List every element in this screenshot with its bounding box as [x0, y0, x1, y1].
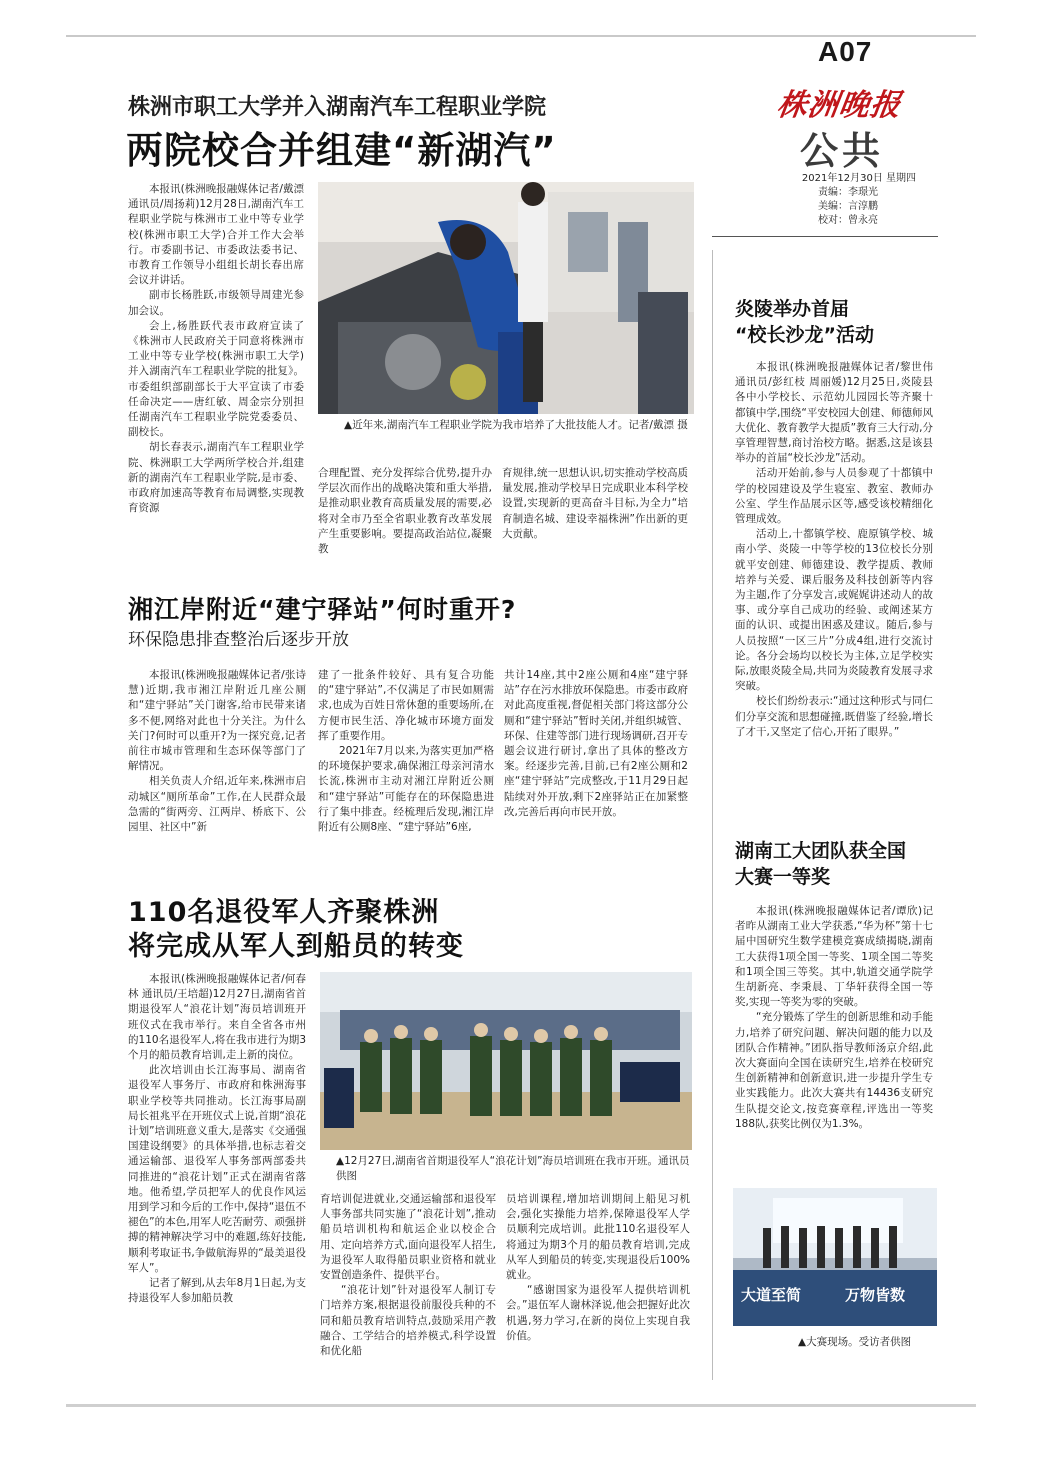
- article2-para: 相关负责人介绍,近年来,株洲市启动城区“厕所革命”工作,在人民群众最急需的“街两旁、江两岸、桥底下、公园里、社区中”新: [128, 775, 306, 834]
- side2-para: 本报讯(株洲晚报融媒体记者/谭欣)记者昨从湖南工业大学获悉,“华为杯”第十七届中国研究生数学建模竞赛成绩揭晓,湖南工大获得1项全国一等奖、1项全国二等奖和1项全国三等奖。其中,轨道交通学院学生胡新亮、李秉晨、丁华轩获得全国一等奖,实现一等奖为零的突破。: [735, 905, 933, 1009]
- section-title: 公共: [800, 128, 885, 173]
- article3-para: 本报讯(株洲晚报融媒体记者/何春林 通讯员/王培超)12月27日,湖南省首期退役军人“浪花计划”海员培训班开班仪式在我市举行。来自全省各市州的110名退役军人,将在我市进行为期3个月的船员教育培训,走上新的岗位。: [128, 973, 306, 1062]
- column-divider: [712, 250, 713, 1380]
- article1-subtitle: 株洲市职工大学并入湖南汽车工程职业学院: [128, 95, 547, 120]
- masthead-rule: [712, 236, 938, 237]
- article1-para: 育规律,统一思想认识,切实推动学校高质量发展,推动学校早日完成职业本科学校设置,实现新的更高奋斗目标,为全力“培育制造名城、建设幸福株洲”作出新的更大贡献。: [502, 467, 688, 540]
- side1-para: 活动开始前,参与人员参观了十都镇中学的校园建设及学生寝室、教室、教师办公室、学生作品展示区等,感受该校精细化管理成效。: [735, 467, 933, 526]
- article1-para: 会上,杨胜跃代表市政府宣读了《株洲市人民政府关于同意将株洲市工业中等专业学校(株洲市职工大学)并入湖南汽车工程职业学院的批复》。市委组织部副部长于大平宣读了市委任命决定——唐红敏、周金宗分别担任湖南汽车工程职业学院党委委员、副校长。: [128, 319, 304, 439]
- article2-para: 共计14座,其中2座公厕和4座“建宁驿站”存在污水排放环保隐患。市委市政府对此高度重视,督促相关部门将这部分公厕和“建宁驿站”暂时关闭,并组织城管、环保、住建等部门进行现场调研,召开专题会议进行研讨,拿出了具体的整改方案。经逐步完善,目前,已有2座公厕和2座“建宁驿站”完成整改,于11月29日起陆续对外开放,剩下2座驿站正在加紧整改,完善后再向市民开放。: [504, 669, 688, 818]
- side1-para: 本报讯(株洲晚报融媒体记者/黎世伟 通讯员/彭红枝 周丽媛)12月25日,炎陵县各中小学校长、示范幼儿园园长等齐聚十都镇中学,围绕“平安校园大创建、师德师风大优化、教育教学大提质”教育三大行动,分享管理智慧,商讨治校方略。据悉,这是该县举办的首届“校长沙龙”活动。: [735, 361, 933, 465]
- page-number: A07: [818, 36, 873, 67]
- side1-title-line1: 炎陵举办首届: [735, 298, 850, 320]
- article3-col1: [128, 972, 306, 1306]
- newspaper-logo: 株洲晚报: [774, 88, 904, 123]
- article1-photo: [318, 182, 694, 414]
- article1-para: 本报讯(株洲晚报融媒体记者/戴漂 通讯员/周扬莉)12月28日,湖南汽车工程职业学院与株洲市工业中等专业学校(株洲市职工大学)合并工作大会举行。市委副书记、市委政法委书记、市教育工作领导小组组长胡长春出席会议并讲话。: [128, 183, 304, 287]
- mechanic-photo-illustration: [318, 182, 694, 414]
- article3-para: “感谢国家为退役军人提供培训机会。”退伍军人谢林泽说,他会把握好此次机遇,努力学习,在新的岗位上实现自我价值。: [506, 1284, 690, 1342]
- proofreader-credit: 校对：曾永亮: [818, 215, 878, 226]
- side2-photo: [733, 1188, 937, 1326]
- side1-para: 校长们纷纷表示:“通过这种形式与同仁们分享交流和思想碰撞,既借鉴了经验,增长了才干,又坚定了信心,开拓了眼界。”: [735, 695, 933, 738]
- side2-title-line1: 湖南工大团队获全国: [735, 840, 907, 862]
- stage-banner-left-text: 大道至简: [741, 1286, 802, 1304]
- article1-col2: [318, 466, 492, 557]
- article2-col3: [504, 668, 688, 820]
- masthead-info: [786, 172, 916, 228]
- article3-photo-caption: ▲12月27日,湖南省首期退役军人“浪花计划”海员培训班在我市开班。通讯员供图: [336, 1155, 690, 1182]
- side2-body: [735, 904, 933, 1132]
- article2-subtitle: 环保隐患排查整治后逐步开放: [128, 630, 349, 650]
- side2-para: “充分锻炼了学生的创新思维和动手能力,培养了研究问题、解决问题的能力以及团队合作精神。”团队指导教师汤京介绍,此次大赛面向全国在读研究生,培养在校研究生创新精神和创新意识,进一步提升学生专业实践能力。此次大赛共有14436支研究生队提交论文,按竞赛章程,评选出一等奖188队,获奖比例仅为1.3%。: [735, 1011, 933, 1130]
- side2-photo-caption: ▲大赛现场。受访者供图: [798, 1336, 912, 1348]
- article3-para: 记者了解到,从去年8月1日起,为支持退役军人参加船员教: [128, 1277, 306, 1305]
- article1-photo-caption: ▲近年来,湖南汽车工程职业学院为我市培养了大批技能人才。记者/戴漂 摄: [344, 419, 688, 431]
- article2-title: 湘江岸附近“建宁驿站”何时重开?: [128, 595, 517, 624]
- article3-para: “浪花计划”针对退役军人制订专门培养方案,根据退役前服役兵种的不同和船员教育培训特点,鼓励采用产教融合、工学结合的培养模式,科学设置和优化船: [320, 1284, 496, 1358]
- stage-banner-right-text: 万物皆数: [845, 1286, 906, 1304]
- article3-para: 员培训课程,增加培训期间上船见习机会,强化实操能力培养,保障退役军人学员顺利完成培训。此批110名退役军人将通过为期3个月的船员教育培训,完成从军人到船员的转变,实现退役后100%就业。: [506, 1193, 690, 1282]
- article2-col1: [128, 668, 306, 835]
- article1-title: 两院校合并组建“新湖汽”: [126, 129, 557, 172]
- article3-title-line1: 110名退役军人齐聚株洲: [128, 897, 440, 928]
- article1-para: 胡长春表示,湖南汽车工程职业学院、株洲职工大学两所学校合并,组建新的湖南汽车工程职业学院,是市委、市政府加速高等教育布局调整,实现教育资源: [128, 441, 304, 515]
- ceremony-photo-illustration: [320, 972, 692, 1150]
- article1-col1: [128, 182, 304, 516]
- article3-col2: [320, 1192, 496, 1359]
- article1-para: 合理配置、充分发挥综合优势,提升办学层次而作出的战略决策和重大举措,是推动职业教育高质量发展的需要,必将对全市乃至全省职业教育改革发展产生重要影响。要提高政治站位,凝聚教: [318, 467, 492, 556]
- issue-date: 2021年12月30日 星期四: [801, 173, 916, 184]
- article3-para: 此次培训由长江海事局、湖南省退役军人事务厅、市政府和株洲海事职业学校等共同推动。长江海事局副局长祖兆平在开班仪式上说,首期“浪花计划”培训班意义重大,是落实《交通强国建设纲要》的具体举措,也标志着交通运输部、退役军人事务部两部委共同推进的“浪花计划”正式在湖南省落地。他希望,学员把军人的优良作风运用到学习和今后的工作中,保持“退伍不褪色”的本色,用军人吃苦耐劳、顽强拼搏的精神解决学习中的难题,练好技能,顺利考取证书,争做航海界的“最美退役军人”。: [128, 1064, 306, 1274]
- side2-title-line2: 大赛一等奖: [735, 866, 831, 888]
- article2-col2: [318, 668, 494, 835]
- side1-title-line2: “校长沙龙”活动: [735, 324, 874, 346]
- side1-body: [735, 360, 933, 740]
- contest-stage-photo-illustration: [733, 1188, 937, 1326]
- article2-para: 2021年7月以来,为落实更加严格的环境保护要求,确保湘江母亲河清水长流,株洲市主动对湘江岸附近公厕和“建宁驿站”可能存在的环保隐患进行了集中排查。经梳理后发现,湘江岸附近有公厕8座、“建宁驿站”6座,: [318, 745, 494, 834]
- article3-photo: [320, 972, 692, 1150]
- designer-credit: 美编：言淳鹏: [818, 201, 878, 212]
- article3-para: 育培训促进就业,交通运输部和退役军人事务部共同实施了“浪花计划”,推动船员培训机构和航运企业以校企合用、定向培养方式,面向退役军人招生,为退役军人取得船员职业资格和就业安置创造条件、提供平台。: [320, 1193, 496, 1282]
- side1-title: [735, 296, 874, 348]
- side2-title: [735, 838, 906, 890]
- article2-para: 建了一批条件较好、具有复合功能的“建宁驿站”,不仅满足了市民如厕需求,也成为百姓日常休憩的重要场所,在方便市民生活、净化城市环境方面发挥了重要作用。: [318, 669, 494, 742]
- editor-credit: 责编：李璟光: [818, 187, 878, 198]
- article2-para: 本报讯(株洲晚报融媒体记者/张诗慧)近期,我市湘江岸附近几座公厕和“建宁驿站”关门谢客,给市民带来诸多不便,网络对此也十分关注。为什么关门?何时可以重开?为一探究竟,记者前往市城市管理和生态环保等部门了解情况。: [128, 669, 306, 773]
- article3-title-line2: 将完成从军人到船员的转变: [128, 931, 464, 962]
- article3-col3: [506, 1192, 690, 1344]
- article1-para: 副市长杨胜跃,市级领导周建光参加会议。: [128, 289, 304, 317]
- article1-col3: [502, 466, 688, 542]
- bottom-rule: [66, 1404, 976, 1407]
- side1-para: 活动上,十都镇学校、鹿原镇学校、城南小学、炎陵一中等学校的13位校长分别就平安创建、师德建设、教学提质、教师培养与关爱、课后服务及科技创新等内容为主题,作了分享发言,或娓娓讲述动人的故事、或分享自己成功的经验、或阐述某方面的认识、或提出困惑及建议。随后,参与人员按照“一区三片”分成4组,进行交流讨论。各分会场均以校长为主体,立足学校实际,放眼炎陵全局,共同为炎陵教育发展寻求突破。: [735, 528, 933, 693]
